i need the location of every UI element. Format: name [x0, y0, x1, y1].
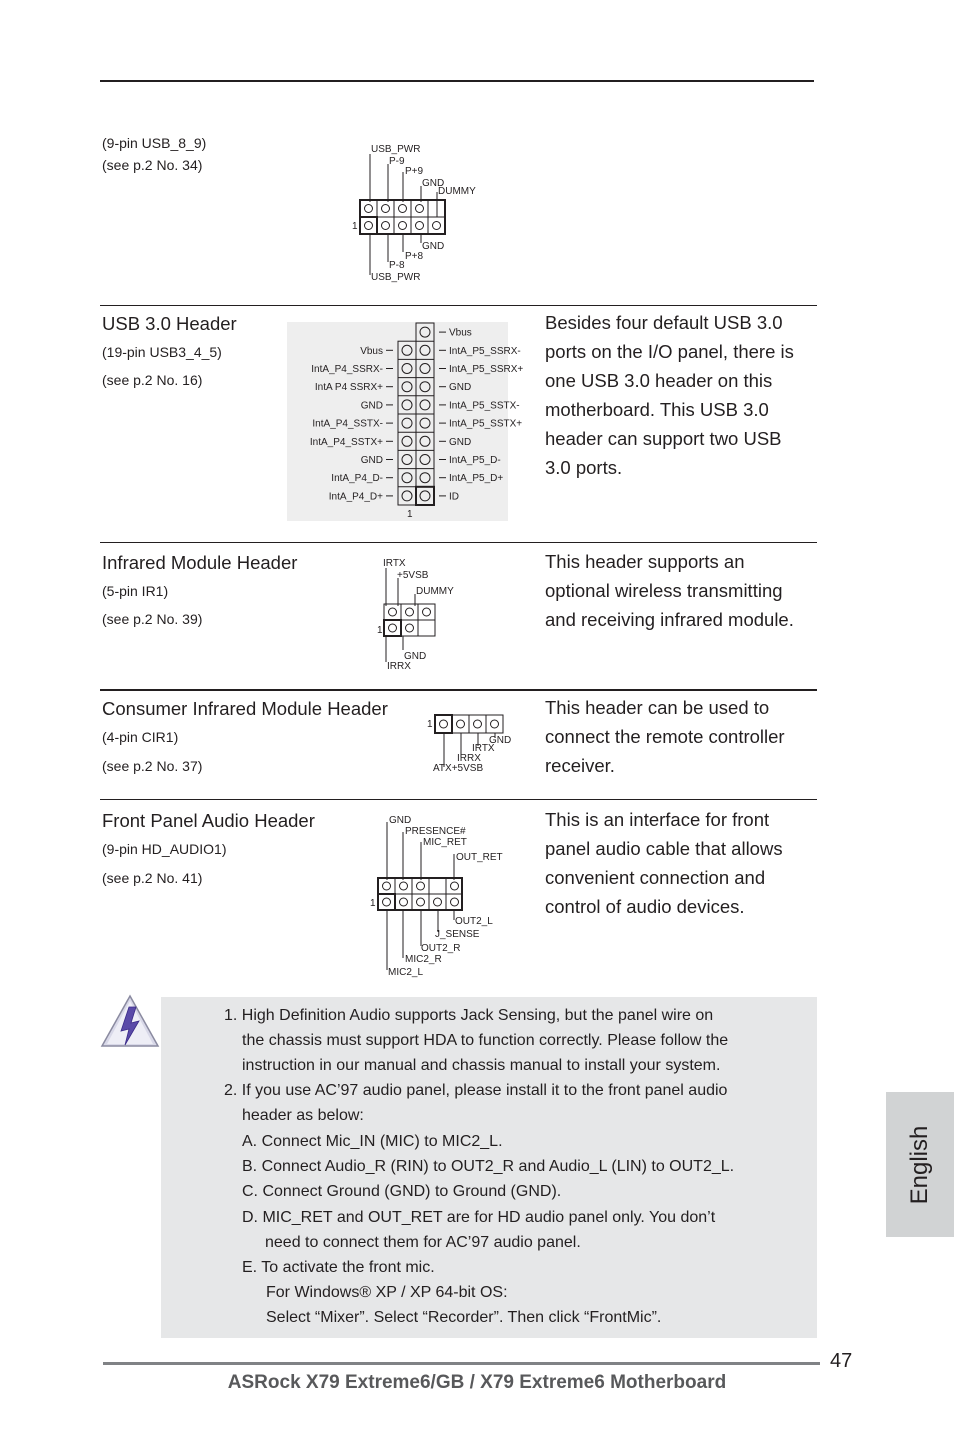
section-divider [100, 542, 817, 543]
usb3-left-label: IntA_P4_D+ [328, 491, 383, 503]
ir-label-5vsb: +5VSB [397, 570, 429, 581]
ir-ref-line: (see p.2 No. 39) [102, 611, 203, 627]
ir-title: Infrared Module Header [102, 552, 298, 573]
note-line: D. MIC_RET and OUT_RET are for HD audio panel only. You don’t [242, 1209, 716, 1226]
cir-label-atx5vsb: ATX+5VSB [433, 763, 484, 774]
audio-header-diagram [365, 812, 515, 982]
section-divider [100, 799, 817, 800]
note-line: For Windows® XP / XP 64-bit OS: [266, 1284, 508, 1301]
cir-label-gnd: GND [489, 735, 512, 746]
usb3-left-label: IntA_P4_D- [331, 473, 383, 485]
audio-pins-line: (9-pin HD_AUDIO1) [102, 841, 227, 857]
cir-header-diagram [425, 710, 525, 780]
footer-rule [103, 1362, 820, 1365]
ir-description: This header supports an optional wireless transmitting and receiving infrared module. [545, 551, 794, 630]
page-number: 47 [830, 1350, 853, 1372]
note-line: header as below: [242, 1107, 364, 1124]
usb2-label-usb-pwr-bottom: USB_PWR [371, 272, 421, 283]
usb3-right-label: GND [449, 382, 472, 394]
usb3-left-label: IntA_P4_SSRX- [311, 364, 383, 375]
usb3-pin [402, 436, 412, 446]
usb2-label-pplus9: P+9 [405, 166, 424, 177]
section-divider [100, 689, 817, 691]
usb2-label-p9: P-9 [389, 156, 405, 167]
usb3-left-label: IntA P4 SSRX+ [314, 382, 383, 394]
audio-label-mic2-l: MIC2_L [388, 967, 424, 978]
ir-header-diagram [375, 556, 475, 674]
usb3-right-label: IntA_P5_SSRX- [449, 345, 521, 357]
usb3-title: USB 3.0 Header [102, 313, 237, 334]
usb3-left-label: Vbus [360, 345, 383, 357]
audio-label-out-ret: OUT_RET [456, 852, 503, 863]
usb2-label-p8: P-8 [389, 260, 405, 271]
audio-label-mic2-r: MIC2_R [405, 954, 442, 965]
usb3-pin [420, 400, 430, 410]
cir-pins-line: (4-pin CIR1) [102, 729, 179, 745]
usb2-label-pplus8: P+8 [405, 251, 424, 262]
note-line: need to connect them for AC’97 audio panel. [265, 1234, 581, 1251]
usb3-pin [402, 455, 412, 465]
usb3-pin [420, 436, 430, 446]
usb3-right-label: IntA_P5_D+ [449, 473, 504, 485]
usb2-ref-line: (see p.2 No. 34) [102, 157, 203, 173]
cir-label-irrx: IRRX [457, 753, 481, 764]
usb3-right-label: Vbus [449, 327, 472, 339]
usb3-pin [402, 345, 412, 355]
usb3-right-label: GND [449, 436, 472, 448]
usb3-left-label: IntA_P4_SSTX- [312, 418, 383, 430]
usb3-pin [420, 455, 430, 465]
usb2-label-pin-one: 1 [352, 221, 358, 232]
usb3-pins-line: (19-pin USB3_4_5) [102, 344, 222, 360]
usb3-right-label: ID [449, 491, 459, 503]
usb3-description: Besides four default USB 3.0 ports on the I/O panel, there is one USB 3.0 header on this motherboard. This USB 3.0 header can support two USB 3.0 ports. [545, 312, 794, 478]
ir-pins-line: (5-pin IR1) [102, 583, 169, 599]
audio-label-gnd: GND [389, 815, 412, 826]
usb3-pin [402, 364, 412, 374]
usb3-pin [402, 400, 412, 410]
cir-title: Consumer Infrared Module Header [102, 698, 388, 719]
ir-label-irtx: IRTX [383, 558, 406, 569]
usb3-pin [420, 364, 430, 374]
usb3-pin [420, 491, 430, 501]
usb3-pin [420, 418, 430, 428]
top-rule [100, 80, 814, 82]
ir-label-irrx: IRRX [387, 661, 411, 672]
usb3-pin [420, 327, 430, 337]
ir-label-dummy: DUMMY [416, 586, 454, 597]
cir-ref-line: (see p.2 No. 37) [102, 758, 203, 774]
note-line: A. Connect Mic_IN (MIC) to MIC2_L. [242, 1133, 503, 1150]
audio-label-mic-ret: MIC_RET [423, 837, 467, 848]
cir-label-irtx: IRTX [472, 743, 495, 754]
note-line: the chassis must support HDA to function correctly. Please follow the [242, 1032, 729, 1049]
language-tab [886, 1092, 954, 1237]
note-line: instruction in our manual and chassis manual to install your system. [242, 1057, 721, 1074]
usb3-left-label: GND [360, 455, 383, 466]
note-line: 2. If you use AC’97 audio panel, please install it to the front panel audio [224, 1082, 728, 1099]
usb3-pin [402, 491, 412, 501]
language-tab-label: English [906, 1125, 933, 1204]
note-line: 1. High Definition Audio supports Jack Sensing, but the panel wire on [224, 1007, 714, 1024]
usb3-right-label: IntA_P5_SSTX+ [449, 418, 523, 430]
audio-title: Front Panel Audio Header [102, 810, 315, 831]
footer-title: ASRock X79 Extreme6/GB / X79 Extreme6 Motherboard [227, 1372, 727, 1393]
cir-label-pin-one: 1 [427, 719, 433, 730]
usb3-left-label: IntA_P4_SSTX+ [309, 436, 383, 448]
usb3-pin [402, 418, 412, 428]
warning-icon [99, 993, 161, 1051]
usb2-label-usb-pwr-top: USB_PWR [371, 144, 421, 155]
note-line: B. Connect Audio_R (RIN) to OUT2_R and Audio_L (LIN) to OUT2_L. [242, 1158, 735, 1175]
usb3-pin [402, 382, 412, 392]
usb3-pin [420, 382, 430, 392]
usb3-right-label: IntA_P5_SSTX- [449, 400, 520, 412]
audio-label-presence: PRESENCE# [405, 826, 466, 837]
usb3-right-label: IntA_P5_SSRX+ [449, 364, 524, 375]
note-line: E. To activate the front mic. [242, 1259, 435, 1276]
audio-label-j-sense: J_SENSE [435, 929, 480, 940]
usb3-pin [420, 345, 430, 355]
audio-description: This is an interface for front panel audio cable that allows convenient connection and control of audio devices. [545, 809, 783, 917]
usb2-label-gnd-top: GND [422, 178, 445, 189]
cir-description: This header can be used to connect the remote controller receiver. [545, 697, 785, 776]
audio-label-pin-one: 1 [370, 898, 376, 909]
ir-label-gnd: GND [404, 651, 427, 662]
audio-label-out2-l: OUT2_L [455, 916, 493, 927]
usb3-left-label: GND [360, 400, 383, 412]
usb2-header-diagram [340, 140, 500, 290]
audio-ref-line: (see p.2 No. 41) [102, 870, 203, 886]
ir-label-pin-one: 1 [377, 625, 383, 636]
section-divider [100, 305, 817, 306]
note-line: Select “Mixer”. Select “Recorder”. Then click “FrontMic”. [266, 1309, 662, 1326]
audio-label-out2-r: OUT2_R [421, 943, 461, 954]
usb3-right-label: IntA_P5_D- [449, 455, 501, 466]
usb3-pin [420, 473, 430, 483]
usb3-pin-one-label: 1 [407, 509, 413, 520]
usb3-ref-line: (see p.2 No. 16) [102, 372, 203, 388]
usb2-label-gnd-bottom: GND [422, 241, 445, 252]
usb3-pin [402, 473, 412, 483]
usb2-label-dummy: DUMMY [438, 186, 476, 197]
usb2-pins-line: (9-pin USB_8_9) [102, 135, 207, 151]
usb3-header-diagram [287, 322, 524, 527]
note-line: C. Connect Ground (GND) to Ground (GND). [242, 1183, 562, 1200]
